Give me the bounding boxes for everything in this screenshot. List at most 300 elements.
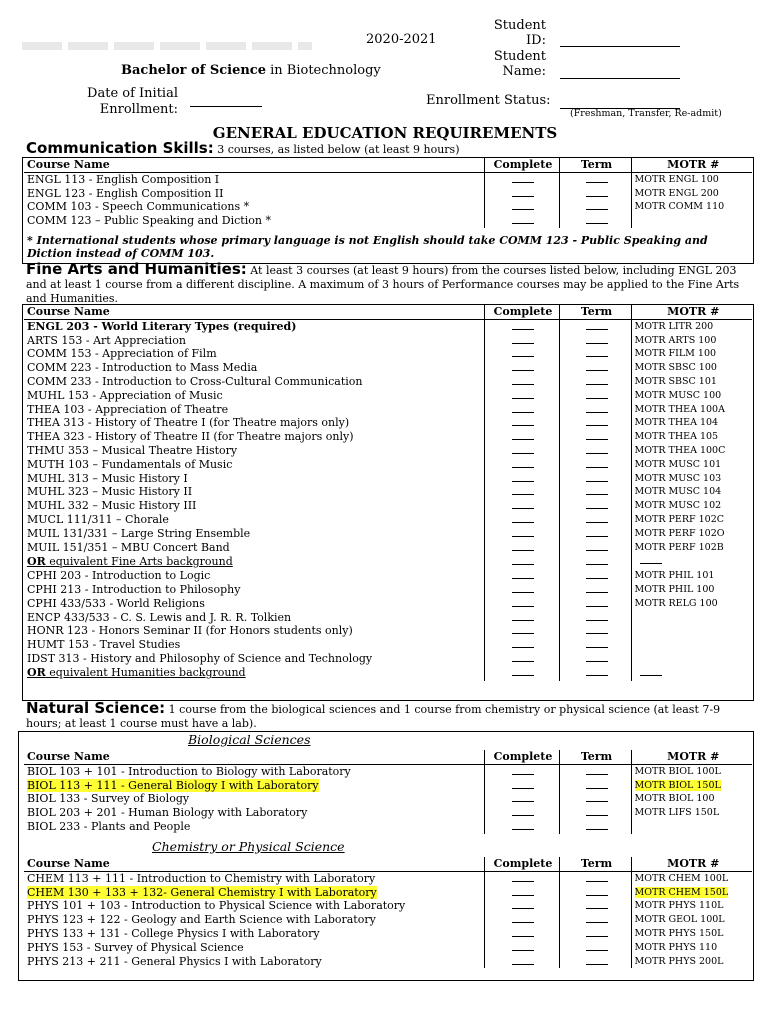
course-row bbox=[24, 375, 752, 389]
complete-blank[interactable] bbox=[484, 820, 559, 834]
motr-label: MOTR LIFS 150L bbox=[634, 807, 720, 819]
motr-label: MOTR COMM 110 bbox=[634, 201, 725, 213]
complete-blank[interactable] bbox=[484, 806, 559, 820]
term-blank[interactable] bbox=[559, 871, 631, 885]
term-header: Term bbox=[559, 305, 631, 319]
course-name bbox=[24, 430, 484, 444]
motr-label: MOTR THEA 100A bbox=[634, 403, 725, 415]
comm-header-row bbox=[24, 158, 752, 172]
complete-blank[interactable] bbox=[484, 403, 559, 417]
complete-blank[interactable] bbox=[484, 871, 559, 885]
complete-blank[interactable] bbox=[484, 187, 559, 201]
motr-code bbox=[631, 513, 752, 527]
chem-table bbox=[24, 857, 752, 968]
complete-blank[interactable] bbox=[484, 611, 559, 625]
motr-label bbox=[640, 666, 662, 676]
term-blank[interactable] bbox=[559, 792, 631, 806]
course-label: CHEM 113 + 111 - Introduction to Chemistry with Laboratory bbox=[27, 871, 376, 885]
motr-label: MOTR SBSC 100 bbox=[634, 362, 717, 374]
motr-label: MOTR MUSC 104 bbox=[634, 486, 722, 498]
motr-code bbox=[631, 638, 752, 652]
course-name bbox=[24, 214, 484, 228]
page-title: GENERAL EDUCATION REQUIREMENTS bbox=[212, 124, 558, 142]
motr-label: MOTR RELG 100 bbox=[634, 597, 718, 609]
motr-label: MOTR PERF 102C bbox=[634, 513, 725, 525]
term-blank[interactable] bbox=[559, 172, 631, 186]
complete-blank[interactable] bbox=[484, 913, 559, 927]
course-row bbox=[24, 458, 752, 472]
term-blank[interactable] bbox=[559, 899, 631, 913]
student-name-label: Student Name: bbox=[493, 49, 546, 79]
motr-code bbox=[631, 806, 752, 820]
course-label: MUIL 151/351 – MBU Concert Band bbox=[27, 540, 230, 554]
enrollment-status-options: (Freshman, Transfer, Re-admit) bbox=[570, 108, 722, 119]
motr-label: MOTR PHIL 100 bbox=[634, 583, 715, 595]
complete-blank[interactable] bbox=[484, 583, 559, 597]
motr-code bbox=[631, 375, 752, 389]
complete-blank[interactable] bbox=[484, 389, 559, 403]
student-id-label: Student ID: bbox=[493, 18, 546, 48]
complete-header: Complete bbox=[484, 305, 559, 319]
term-blank[interactable] bbox=[559, 652, 631, 666]
course-name bbox=[24, 927, 484, 941]
term-blank[interactable] bbox=[559, 416, 631, 430]
student-name-field[interactable] bbox=[560, 66, 680, 79]
motr-code bbox=[631, 416, 752, 430]
motr-label: MOTR MUSC 101 bbox=[634, 458, 722, 470]
course-name-header: Course Name bbox=[24, 305, 484, 319]
date-enrollment-field[interactable] bbox=[190, 94, 262, 107]
course-name bbox=[24, 941, 484, 955]
course-row bbox=[24, 955, 752, 969]
complete-blank[interactable] bbox=[484, 375, 559, 389]
complete-blank[interactable] bbox=[484, 569, 559, 583]
complete-blank[interactable] bbox=[484, 638, 559, 652]
complete-blank[interactable] bbox=[484, 764, 559, 778]
complete-blank[interactable] bbox=[484, 485, 559, 499]
motr-code bbox=[631, 200, 752, 214]
complete-blank[interactable] bbox=[484, 416, 559, 430]
motr-label: MOTR ARTS 100 bbox=[634, 334, 717, 346]
course-row bbox=[24, 472, 752, 486]
motr-code bbox=[631, 485, 752, 499]
course-row bbox=[24, 899, 752, 913]
term-blank[interactable] bbox=[559, 527, 631, 541]
motr-code bbox=[631, 444, 752, 458]
course-label: COMM 103 - Speech Communications * bbox=[27, 200, 250, 214]
course-row bbox=[24, 214, 752, 228]
course-label: CHEM 130 + 133 + 132- General Chemistry I with Laboratory bbox=[27, 885, 377, 899]
motr-code bbox=[631, 430, 752, 444]
course-label: ENGL 123 - English Composition II bbox=[27, 186, 224, 200]
motr-code bbox=[631, 792, 752, 806]
course-row bbox=[24, 347, 752, 361]
course-row bbox=[24, 886, 752, 900]
chem-subheading: Chemistry or Physical Science bbox=[152, 839, 345, 854]
motr-code bbox=[631, 347, 752, 361]
course-row bbox=[24, 389, 752, 403]
complete-blank[interactable] bbox=[484, 200, 559, 214]
course-row bbox=[24, 779, 752, 793]
term-blank[interactable] bbox=[559, 554, 631, 569]
course-row bbox=[24, 172, 752, 186]
term-blank[interactable] bbox=[559, 430, 631, 444]
term-blank[interactable] bbox=[559, 806, 631, 820]
complete-blank[interactable] bbox=[484, 172, 559, 186]
course-name bbox=[24, 513, 484, 527]
course-row bbox=[24, 764, 752, 778]
course-row bbox=[24, 611, 752, 625]
course-row bbox=[24, 820, 752, 834]
motr-label: MOTR MUSC 100 bbox=[634, 389, 722, 401]
course-label: ENGL 113 - English Composition I bbox=[27, 172, 220, 186]
course-label: MUCL 111/311 – Chorale bbox=[27, 512, 169, 526]
term-header: Term bbox=[559, 158, 631, 172]
course-name bbox=[24, 597, 484, 611]
term-blank[interactable] bbox=[559, 200, 631, 214]
motr-code bbox=[631, 779, 752, 793]
course-name bbox=[24, 485, 484, 499]
course-label: BIOL 233 - Plants and People bbox=[27, 819, 191, 833]
course-label: equivalent Humanities background bbox=[45, 666, 246, 680]
complete-blank[interactable] bbox=[484, 444, 559, 458]
course-row bbox=[24, 624, 752, 638]
course-row bbox=[24, 652, 752, 666]
course-name bbox=[24, 820, 484, 834]
course-row bbox=[24, 187, 752, 201]
motr-code bbox=[631, 927, 752, 941]
bio-header-row bbox=[24, 750, 752, 764]
course-label: PHYS 101 + 103 - Introduction to Physical Science with Laboratory bbox=[27, 899, 406, 913]
course-row bbox=[24, 499, 752, 513]
course-name bbox=[24, 458, 484, 472]
complete-blank[interactable] bbox=[484, 541, 559, 555]
course-label: COMM 233 - Introduction to Cross-Cultural Communication bbox=[27, 374, 363, 388]
course-name bbox=[24, 172, 484, 186]
course-name bbox=[24, 913, 484, 927]
course-row bbox=[24, 430, 752, 444]
complete-blank[interactable] bbox=[484, 347, 559, 361]
term-blank[interactable] bbox=[559, 583, 631, 597]
course-row bbox=[24, 806, 752, 820]
motr-label: MOTR MUSC 103 bbox=[634, 472, 722, 484]
motr-code bbox=[631, 403, 752, 417]
motr-code bbox=[631, 458, 752, 472]
course-name bbox=[24, 541, 484, 555]
term-blank[interactable] bbox=[559, 611, 631, 625]
complete-blank[interactable] bbox=[484, 899, 559, 913]
term-header: Term bbox=[559, 750, 631, 764]
term-blank[interactable] bbox=[559, 927, 631, 941]
comm-section-heading: Communication Skills: 3 courses, as listed below (at least 9 hours) bbox=[26, 139, 460, 157]
or-label: OR bbox=[27, 554, 46, 568]
course-label: COMM 123 – Public Speaking and Diction * bbox=[27, 214, 271, 228]
course-label: PHYS 153 - Survey of Physical Science bbox=[27, 940, 244, 954]
course-name bbox=[24, 779, 484, 793]
complete-blank[interactable] bbox=[484, 458, 559, 472]
course-row bbox=[24, 871, 752, 885]
course-name bbox=[24, 416, 484, 430]
complete-blank[interactable] bbox=[484, 334, 559, 348]
course-row bbox=[24, 913, 752, 927]
course-label: equivalent Fine Arts background bbox=[45, 554, 233, 568]
term-blank[interactable] bbox=[559, 472, 631, 486]
motr-code bbox=[631, 764, 752, 778]
course-row bbox=[24, 403, 752, 417]
complete-header: Complete bbox=[484, 158, 559, 172]
term-header: Term bbox=[559, 857, 631, 871]
course-label: ARTS 153 - Art Appreciation bbox=[27, 333, 186, 347]
motr-code bbox=[631, 583, 752, 597]
course-row bbox=[24, 569, 752, 583]
complete-blank[interactable] bbox=[484, 652, 559, 666]
motr-label: MOTR PHYS 110L bbox=[634, 900, 724, 912]
course-label: MUHL 332 – Music History III bbox=[27, 499, 197, 513]
course-row bbox=[24, 941, 752, 955]
motr-header: MOTR # bbox=[631, 158, 752, 172]
complete-blank[interactable] bbox=[484, 513, 559, 527]
course-name bbox=[24, 611, 484, 625]
course-label: MUHL 323 – Music History II bbox=[27, 485, 193, 499]
course-row bbox=[24, 927, 752, 941]
course-name bbox=[24, 764, 484, 778]
academic-year: 2020-2021 bbox=[366, 32, 437, 47]
term-blank[interactable] bbox=[559, 214, 631, 228]
complete-blank[interactable] bbox=[484, 430, 559, 444]
motr-label: MOTR CHEM 100L bbox=[634, 872, 729, 884]
term-blank[interactable] bbox=[559, 569, 631, 583]
motr-code bbox=[631, 955, 752, 969]
complete-blank[interactable] bbox=[484, 941, 559, 955]
term-blank[interactable] bbox=[559, 513, 631, 527]
course-name bbox=[24, 200, 484, 214]
course-row bbox=[24, 792, 752, 806]
motr-label: MOTR MUSC 102 bbox=[634, 500, 722, 512]
course-row bbox=[24, 361, 752, 375]
term-blank[interactable] bbox=[559, 499, 631, 513]
course-label: ENCP 433/533 - C. S. Lewis and J. R. R. Tolkien bbox=[27, 610, 292, 624]
arts-table bbox=[24, 305, 752, 681]
course-name-header: Course Name bbox=[24, 750, 484, 764]
course-label: MUIL 131/331 – Large String Ensemble bbox=[27, 526, 251, 540]
complete-blank[interactable] bbox=[484, 955, 559, 969]
course-row bbox=[24, 319, 752, 333]
term-blank[interactable] bbox=[559, 638, 631, 652]
course-label: HUMT 153 - Travel Studies bbox=[27, 638, 181, 652]
or-label: OR bbox=[27, 666, 46, 680]
bio-subheading: Biological Sciences bbox=[188, 732, 311, 747]
term-blank[interactable] bbox=[559, 347, 631, 361]
motr-code bbox=[631, 569, 752, 583]
course-row bbox=[24, 416, 752, 430]
motr-label: MOTR SBSC 101 bbox=[634, 375, 717, 387]
course-label: PHYS 123 + 122 - Geology and Earth Science with Laboratory bbox=[27, 913, 376, 927]
complete-blank[interactable] bbox=[484, 499, 559, 513]
complete-blank[interactable] bbox=[484, 319, 559, 333]
motr-code bbox=[631, 499, 752, 513]
term-blank[interactable] bbox=[559, 913, 631, 927]
course-name bbox=[24, 955, 484, 969]
course-row bbox=[24, 666, 752, 681]
course-label: BIOL 133 - Survey of Biology bbox=[27, 792, 190, 806]
course-name bbox=[24, 886, 484, 900]
motr-label: MOTR PHIL 101 bbox=[634, 570, 715, 582]
motr-code bbox=[631, 611, 752, 625]
motr-header: MOTR # bbox=[631, 305, 752, 319]
course-label: THEA 103 - Appreciation of Theatre bbox=[27, 402, 229, 416]
motr-code bbox=[631, 319, 752, 333]
course-label: HONR 123 - Honors Seminar II (for Honors students only) bbox=[27, 624, 353, 638]
motr-code bbox=[631, 624, 752, 638]
course-row bbox=[24, 638, 752, 652]
term-blank[interactable] bbox=[559, 485, 631, 499]
course-label: THMU 353 – Musical Theatre History bbox=[27, 443, 238, 457]
motr-label: MOTR BIOL 100 bbox=[634, 793, 715, 805]
motr-code bbox=[631, 172, 752, 186]
motr-label: MOTR PERF 102B bbox=[634, 541, 724, 553]
course-label: ENGL 203 - World Literary Types (required) bbox=[27, 319, 297, 333]
motr-header: MOTR # bbox=[631, 750, 752, 764]
complete-blank[interactable] bbox=[484, 927, 559, 941]
term-blank[interactable] bbox=[559, 389, 631, 403]
complete-blank[interactable] bbox=[484, 527, 559, 541]
term-blank[interactable] bbox=[559, 764, 631, 778]
course-name bbox=[24, 899, 484, 913]
complete-blank[interactable] bbox=[484, 792, 559, 806]
course-name bbox=[24, 375, 484, 389]
course-name bbox=[24, 666, 484, 681]
complete-blank[interactable] bbox=[484, 624, 559, 638]
course-name bbox=[24, 871, 484, 885]
motr-code bbox=[631, 666, 752, 681]
motr-code bbox=[631, 652, 752, 666]
term-blank[interactable] bbox=[559, 597, 631, 611]
course-label: THEA 313 - History of Theatre I (for Theatre majors only) bbox=[27, 416, 350, 430]
term-blank[interactable] bbox=[559, 886, 631, 900]
complete-blank[interactable] bbox=[484, 214, 559, 228]
course-label: IDST 313 - History and Philosophy of Science and Technology bbox=[27, 651, 373, 665]
complete-blank[interactable] bbox=[484, 886, 559, 900]
motr-label: MOTR BIOL 100L bbox=[634, 765, 721, 777]
course-name bbox=[24, 403, 484, 417]
course-label: CPHI 203 - Introduction to Logic bbox=[27, 569, 211, 583]
course-row bbox=[24, 334, 752, 348]
course-name bbox=[24, 792, 484, 806]
course-label: THEA 323 - History of Theatre II (for Theatre majors only) bbox=[27, 430, 354, 444]
term-blank[interactable] bbox=[559, 624, 631, 638]
complete-blank[interactable] bbox=[484, 472, 559, 486]
term-blank[interactable] bbox=[559, 187, 631, 201]
course-name-header: Course Name bbox=[24, 158, 484, 172]
motr-label: MOTR ENGL 200 bbox=[634, 187, 719, 199]
term-blank[interactable] bbox=[559, 820, 631, 834]
arts-header-row bbox=[24, 305, 752, 319]
complete-header: Complete bbox=[484, 750, 559, 764]
date-label-line2: Enrollment: bbox=[99, 102, 178, 117]
arts-section-heading: Fine Arts and Humanities: At least 3 courses (at least 9 hours) from the courses listed below, including ENGL 203 and at least 1 course from a different discipline. A maximum of 3 hours of Performance courses may be applied to the Fine Arts and Humanities. bbox=[26, 260, 740, 305]
term-blank[interactable] bbox=[559, 458, 631, 472]
motr-label: MOTR THEA 100C bbox=[634, 444, 726, 456]
motr-label: MOTR PHYS 150L bbox=[634, 927, 724, 939]
term-blank[interactable] bbox=[559, 334, 631, 348]
motr-label: MOTR FILM 100 bbox=[634, 348, 717, 360]
complete-blank[interactable] bbox=[484, 361, 559, 375]
chem-header-row bbox=[24, 857, 752, 871]
course-name bbox=[24, 347, 484, 361]
course-name bbox=[24, 319, 484, 333]
term-blank[interactable] bbox=[559, 444, 631, 458]
motr-code bbox=[631, 541, 752, 555]
motr-label: MOTR CHEM 150L bbox=[634, 886, 729, 898]
course-label: CPHI 213 - Introduction to Philosophy bbox=[27, 582, 241, 596]
complete-blank[interactable] bbox=[484, 779, 559, 793]
course-row bbox=[24, 513, 752, 527]
motr-code bbox=[631, 941, 752, 955]
date-label-line1: Date of Initial bbox=[87, 86, 178, 101]
term-blank[interactable] bbox=[559, 541, 631, 555]
motr-code bbox=[631, 334, 752, 348]
course-label: BIOL 203 + 201 - Human Biology with Laboratory bbox=[27, 806, 308, 820]
motr-code bbox=[631, 899, 752, 913]
course-label: MUHL 313 – Music History I bbox=[27, 471, 188, 485]
term-blank[interactable] bbox=[559, 319, 631, 333]
motr-label: MOTR LITR 200 bbox=[634, 320, 714, 332]
course-label: COMM 153 - Appreciation of Film bbox=[27, 347, 217, 361]
course-label: MUHL 153 - Appreciation of Music bbox=[27, 388, 223, 402]
natsci-section-heading: Natural Science: 1 course from the biological sciences and 1 course from chemistry or physical science (at least 7-9 hours; at least 1 course must have a lab). bbox=[26, 699, 721, 730]
motr-code bbox=[631, 527, 752, 541]
course-row bbox=[24, 200, 752, 214]
complete-blank[interactable] bbox=[484, 554, 559, 569]
motr-code bbox=[631, 871, 752, 885]
motr-label: MOTR THEA 104 bbox=[634, 417, 719, 429]
course-name bbox=[24, 361, 484, 375]
student-id-field[interactable] bbox=[560, 34, 680, 47]
course-label: BIOL 103 + 101 - Introduction to Biology with Laboratory bbox=[27, 764, 351, 778]
international-note: * International students whose primary language is not English should take COMM 123 - Public Speaking and Diction instead of COMM 103. bbox=[27, 234, 708, 260]
course-name bbox=[24, 187, 484, 201]
course-name bbox=[24, 638, 484, 652]
complete-blank[interactable] bbox=[484, 666, 559, 681]
motr-code bbox=[631, 214, 752, 228]
term-blank[interactable] bbox=[559, 941, 631, 955]
course-name bbox=[24, 569, 484, 583]
course-row bbox=[24, 541, 752, 555]
term-blank[interactable] bbox=[559, 403, 631, 417]
course-name bbox=[24, 652, 484, 666]
term-blank[interactable] bbox=[559, 955, 631, 969]
term-blank[interactable] bbox=[559, 779, 631, 793]
term-blank[interactable] bbox=[559, 666, 631, 681]
faded-header-text bbox=[22, 42, 312, 50]
motr-label bbox=[640, 554, 662, 564]
course-name bbox=[24, 583, 484, 597]
course-name bbox=[24, 389, 484, 403]
degree-title: Bachelor of Science in Biotechnology bbox=[121, 63, 381, 78]
course-row bbox=[24, 583, 752, 597]
course-label: COMM 223 - Introduction to Mass Media bbox=[27, 361, 258, 375]
term-blank[interactable] bbox=[559, 361, 631, 375]
course-name bbox=[24, 554, 484, 569]
course-label: CPHI 433/533 - World Religions bbox=[27, 596, 205, 610]
complete-blank[interactable] bbox=[484, 597, 559, 611]
course-row bbox=[24, 597, 752, 611]
comm-table bbox=[24, 158, 752, 228]
motr-label: MOTR ENGL 100 bbox=[634, 173, 719, 185]
term-blank[interactable] bbox=[559, 375, 631, 389]
motr-code bbox=[631, 389, 752, 403]
course-label: BIOL 113 + 111 - General Biology I with Laboratory bbox=[27, 778, 319, 792]
